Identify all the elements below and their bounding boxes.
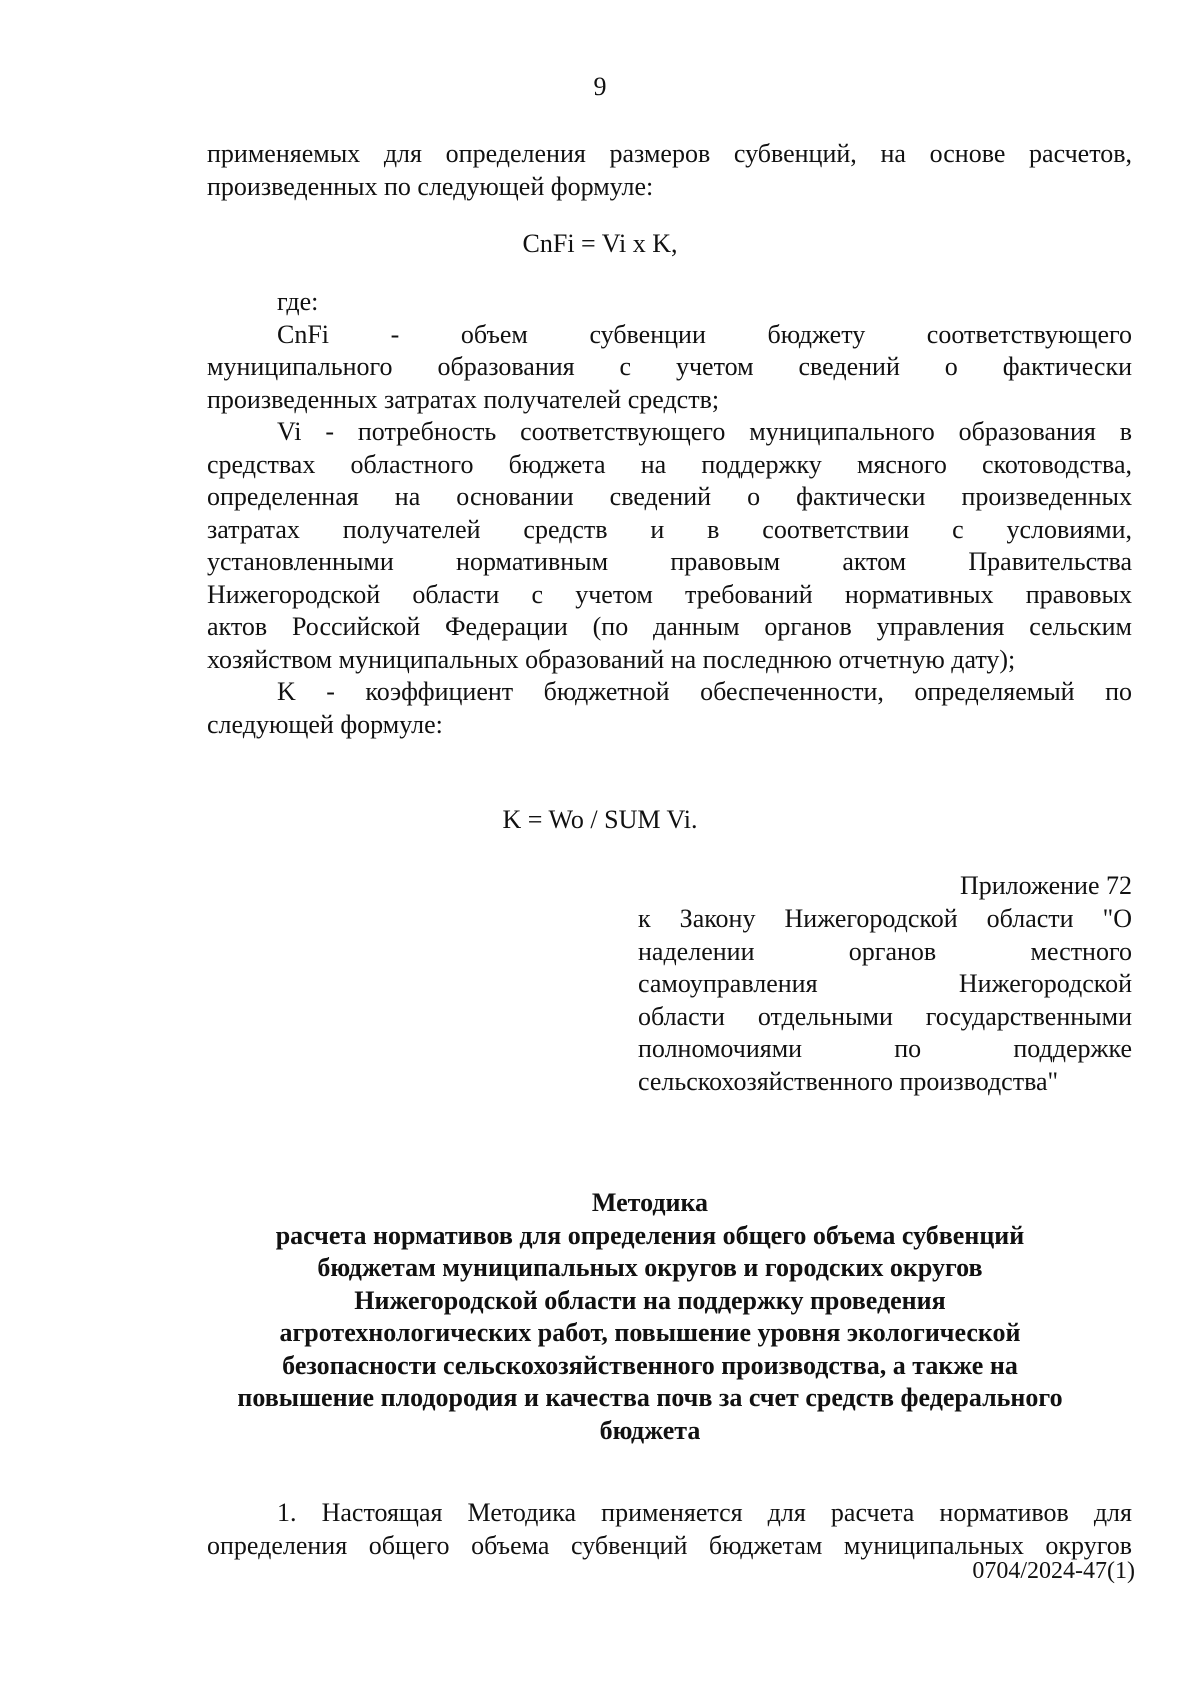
title-line: безопасности сельскохозяйственного производства, а также на: [282, 1350, 1018, 1380]
text-line: 1. Настоящая Методика применяется для расчета нормативов для: [277, 1498, 1132, 1527]
text-line: применяемых для определения размеров субвенций, на основе расчетов,: [207, 139, 1132, 168]
text-line: полномочиями по поддержке: [638, 1034, 1132, 1063]
annex-title: Приложение 72: [959, 871, 1132, 900]
method-title: [150, 1187, 1150, 1447]
annex-caption: [638, 903, 1132, 1098]
text-line: к Закону Нижегородской области "О: [638, 904, 1132, 933]
text-line: установленными нормативным правовым актом Правительства: [207, 547, 1132, 576]
text-line: средствах областного бюджета на поддержку мясного скотоводства,: [207, 449, 1132, 479]
text-line: затратах получателей средств и в соответствии с условиями,: [207, 514, 1132, 544]
text-line: определения общего объема субвенций бюджетам муниципальных округов: [207, 1530, 1132, 1560]
title-line: Методика: [591, 1188, 709, 1217]
text-line: определенная на основании сведений о фактически произведенных: [207, 482, 1132, 511]
text-line: произведенных по следующей формуле:: [207, 171, 654, 201]
title-line: повышение плодородия и качества почв за счет средств федерального: [237, 1383, 1063, 1412]
text-line: хозяйством муниципальных образований на последнюю отчетную дату);: [207, 644, 1016, 674]
definitions: [207, 286, 1132, 741]
text-line: произведенных затратах получателей средств;: [207, 384, 720, 414]
where-label: где:: [277, 287, 319, 316]
page-number: 9: [593, 72, 607, 101]
text-line: самоуправления Нижегородской: [638, 969, 1132, 998]
paragraph-1: [207, 1497, 1132, 1562]
title-line: Нижегородской области на поддержку проведения: [354, 1285, 946, 1315]
text-line: актов Российской Федерации (по данным органов управления сельским: [207, 612, 1132, 641]
text-line: муниципального образования с учетом сведений о фактически: [207, 352, 1132, 381]
title-line: бюджета: [599, 1415, 701, 1445]
title-line: бюджетам муниципальных округов и городских округов: [317, 1253, 983, 1282]
title-line: агротехнологических работ, повышение уровня экологической: [279, 1318, 1021, 1347]
formula-k: K = Wo / SUM Vi.: [502, 805, 698, 834]
text-line: K - коэффициент бюджетной обеспеченности, определяемый по: [277, 677, 1132, 706]
formula-cnfi: CnFi = Vi x K,: [522, 229, 678, 258]
text-line: Vi - потребность соответствующего муниципального образования в: [277, 417, 1132, 446]
text-line: наделении органов местного: [638, 936, 1132, 966]
text-line: CnFi - объем субвенции бюджету соответствующего: [277, 319, 1132, 349]
text-line: Нижегородской области с учетом требований нормативных правовых: [207, 579, 1132, 609]
document-number: 0704/2024-47(1): [972, 1558, 1135, 1584]
title-line: расчета нормативов для определения общего объема субвенций: [275, 1220, 1025, 1250]
text-line: следующей формуле:: [207, 709, 443, 739]
intro-paragraph: [207, 138, 1132, 203]
text-line: области отдельными государственными: [638, 1001, 1132, 1031]
text-line: сельскохозяйственного производства": [638, 1066, 1059, 1096]
